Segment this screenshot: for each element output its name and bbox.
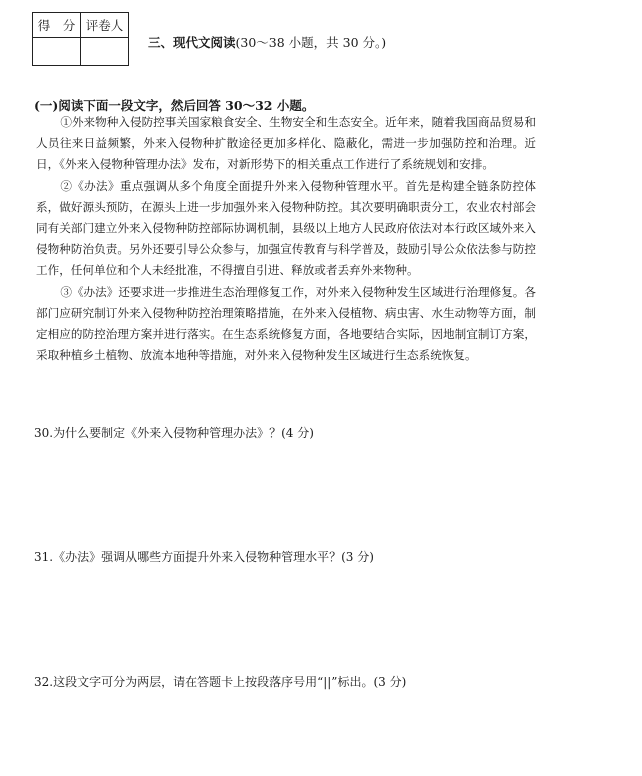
passage-paragraph-1: ①外来物种入侵防控事关国家粮食安全、生物安全和生态安全。近年来，随着我国商品贸易和人员往来日益频繁，外来入侵物种扩散途径更加多样化、隐蔽化，需进一步加强防控和治理。近日，《外来入侵物种管理办法》发布，对新形势下的相关重点工作进行了系统规划和安排。	[36, 115, 536, 172]
score-box	[32, 12, 129, 66]
question-32: 32.这段文字可分为两层，请在答题卡上按段落序号用“||”标出。(3 分)	[34, 675, 407, 689]
passage-paragraph-2: ②《办法》重点强调从多个角度全面提升外来入侵物种管理水平。首先是构建全链条防控体系，做好源头预防，在源头上进一步加强外来入侵物种防控。其次要明确职责分工，农业农村部会同有关部门建立外来入侵物种防控部际协调机制，县级以上地方人民政府依法对本行政区域外来入侵物种防治负责。另外还要引导公众参与，加强宣传教育与科学普及，鼓励引导公众依法参与防控工作，任何单位和个人未经批准，不得擅自引进、释放或者丢弃外来物种。	[36, 178, 536, 278]
section-title	[148, 33, 386, 51]
part-title: (一)阅读下面一段文字，然后回答 30～32 小题。	[34, 98, 315, 113]
passage-paragraph-3: ③《办法》还要求进一步推进生态治理修复工作，对外来入侵物种发生区域进行治理修复。各部门应研究制订外来入侵物种防控治理策略措施，在外来入侵植物、病虫害、水生动物等方面，制定相应的防控治理方案并进行落实。在生态系统修复方面，各地要结合实际，因地制宜制订方案，采取种植乡土植物、放流本地种等措施，对外来入侵物种发生区域进行生态系统恢复。	[36, 284, 536, 363]
score-field[interactable]	[33, 38, 81, 66]
question-30: 30.为什么要制定《外来入侵物种管理办法》？(4 分)	[34, 426, 314, 440]
section-subtitle: (30～38 小题，共 30 分。)	[235, 35, 387, 50]
grader-field[interactable]	[81, 38, 129, 66]
section-title-text: 三、现代文阅读	[148, 35, 236, 50]
grader-label: 评卷人	[81, 13, 129, 38]
question-31: 31.《办法》强调从哪些方面提升外来入侵物种管理水平？(3 分)	[34, 550, 374, 564]
reading-passage	[36, 112, 536, 366]
score-label: 得 分	[33, 13, 81, 38]
